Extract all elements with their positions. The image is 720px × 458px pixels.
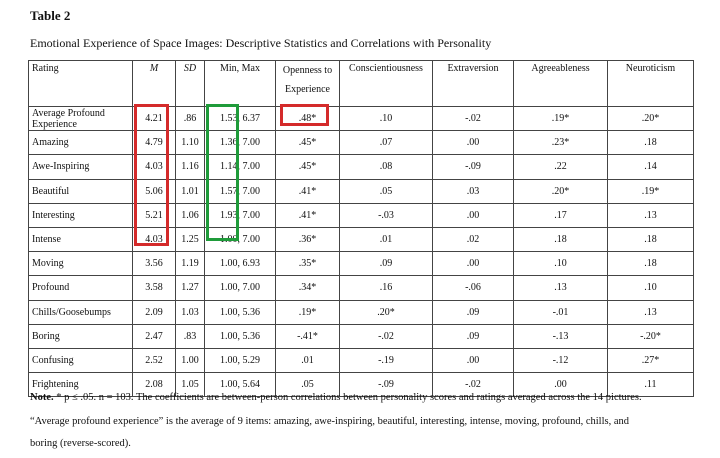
cell-min-max: 1.57, 7.00 xyxy=(205,179,276,203)
cell-openness: .34* xyxy=(276,276,340,300)
cell-mean: 3.56 xyxy=(133,252,176,276)
cell-sd: 1.25 xyxy=(176,227,205,251)
cell-conscientiousness: -.03 xyxy=(340,203,433,227)
cell-mean: 4.03 xyxy=(133,227,176,251)
cell-neuroticism: .13 xyxy=(608,203,694,227)
cell-sd: 1.06 xyxy=(176,203,205,227)
cell-mean: 2.09 xyxy=(133,300,176,324)
cell-neuroticism: .20* xyxy=(608,107,694,131)
table-row xyxy=(29,348,694,372)
table-note-line-1 xyxy=(30,392,642,403)
column-header-rating: Rating xyxy=(29,61,133,107)
cell-min-max: 1.00, 5.64 xyxy=(205,373,276,397)
cell-openness: .45* xyxy=(276,131,340,155)
cell-mean: 5.21 xyxy=(133,203,176,227)
cell-agreeableness: .13 xyxy=(514,276,608,300)
cell-agreeableness: -.01 xyxy=(514,300,608,324)
row-label: Intense xyxy=(29,227,133,251)
cell-agreeableness: .17 xyxy=(514,203,608,227)
cell-conscientiousness: .05 xyxy=(340,179,433,203)
cell-openness: .41* xyxy=(276,203,340,227)
row-label: Moving xyxy=(29,252,133,276)
row-label: Amazing xyxy=(29,131,133,155)
cell-openness: .48* xyxy=(276,107,340,131)
cell-openness: -.41* xyxy=(276,324,340,348)
statistics-table xyxy=(28,60,694,397)
cell-conscientiousness: .10 xyxy=(340,107,433,131)
cell-mean: 4.79 xyxy=(133,131,176,155)
cell-sd: 1.27 xyxy=(176,276,205,300)
cell-sd: 1.19 xyxy=(176,252,205,276)
cell-min-max: 1.00, 5.29 xyxy=(205,348,276,372)
cell-openness: .35* xyxy=(276,252,340,276)
cell-neuroticism: .13 xyxy=(608,300,694,324)
cell-agreeableness: .10 xyxy=(514,252,608,276)
cell-openness: .19* xyxy=(276,300,340,324)
cell-min-max: 1.93, 7.00 xyxy=(205,203,276,227)
cell-agreeableness: .20* xyxy=(514,179,608,203)
row-label: Awe-Inspiring xyxy=(29,155,133,179)
column-header-neuroticism: Neuroticism xyxy=(608,61,694,107)
cell-neuroticism: .18 xyxy=(608,131,694,155)
row-label: Chills/Goosebumps xyxy=(29,300,133,324)
cell-conscientiousness: .09 xyxy=(340,252,433,276)
table-row xyxy=(29,203,694,227)
cell-sd: 1.01 xyxy=(176,179,205,203)
cell-neuroticism: .14 xyxy=(608,155,694,179)
row-label: Average Profound Experience xyxy=(29,107,133,131)
cell-agreeableness: .23* xyxy=(514,131,608,155)
cell-min-max: 1.53, 6.37 xyxy=(205,107,276,131)
table-caption: Emotional Experience of Space Images: Descriptive Statistics and Correlations with Personality xyxy=(30,36,492,50)
cell-extraversion: -.06 xyxy=(433,276,514,300)
cell-neuroticism: .19* xyxy=(608,179,694,203)
cell-extraversion: .00 xyxy=(433,252,514,276)
cell-mean: 5.06 xyxy=(133,179,176,203)
cell-conscientiousness: .20* xyxy=(340,300,433,324)
cell-min-max: 1.00, 5.36 xyxy=(205,324,276,348)
cell-sd: 1.03 xyxy=(176,300,205,324)
table-note-line-3: boring (reverse-scored). xyxy=(30,438,131,449)
table-row xyxy=(29,324,694,348)
row-label: Confusing xyxy=(29,348,133,372)
cell-extraversion: .00 xyxy=(433,203,514,227)
table-note-line-2: “Average profound experience” is the average of 9 items: amazing, awe-inspiring, beautiful, interesting, intense, moving, profound, chills, and xyxy=(30,416,629,427)
column-header-mean: M xyxy=(133,61,176,107)
cell-agreeableness: .19* xyxy=(514,107,608,131)
cell-extraversion: -.02 xyxy=(433,107,514,131)
cell-neuroticism: .18 xyxy=(608,252,694,276)
table-row xyxy=(29,155,694,179)
column-header-openness: Openness to Experience xyxy=(276,61,340,107)
cell-neuroticism: .18 xyxy=(608,227,694,251)
cell-mean: 4.03 xyxy=(133,155,176,179)
cell-sd: .83 xyxy=(176,324,205,348)
cell-neuroticism: .10 xyxy=(608,276,694,300)
cell-openness: .36* xyxy=(276,227,340,251)
cell-openness: .45* xyxy=(276,155,340,179)
cell-conscientiousness: .08 xyxy=(340,155,433,179)
cell-min-max: 1.00, 7.00 xyxy=(205,276,276,300)
cell-sd: 1.16 xyxy=(176,155,205,179)
cell-mean: 2.47 xyxy=(133,324,176,348)
cell-conscientiousness: .01 xyxy=(340,227,433,251)
cell-extraversion: .00 xyxy=(433,131,514,155)
cell-min-max: 1.00, 5.36 xyxy=(205,300,276,324)
cell-extraversion: .00 xyxy=(433,348,514,372)
cell-conscientiousness: -.09 xyxy=(340,373,433,397)
cell-extraversion: .03 xyxy=(433,179,514,203)
column-header-min-max: Min, Max xyxy=(205,61,276,107)
row-label: Profound xyxy=(29,276,133,300)
cell-openness: .05 xyxy=(276,373,340,397)
cell-neuroticism: .11 xyxy=(608,373,694,397)
table-row xyxy=(29,300,694,324)
table-row xyxy=(29,276,694,300)
table-label: Table 2 xyxy=(30,8,71,23)
cell-sd: 1.05 xyxy=(176,373,205,397)
cell-openness: .01 xyxy=(276,348,340,372)
cell-sd: 1.10 xyxy=(176,131,205,155)
column-header-conscientiousness: Conscientiousness xyxy=(340,61,433,107)
column-header-agreeableness: Agreeableness xyxy=(514,61,608,107)
cell-mean: 3.58 xyxy=(133,276,176,300)
cell-extraversion: -.09 xyxy=(433,155,514,179)
column-header-sd: SD xyxy=(176,61,205,107)
cell-conscientiousness: -.02 xyxy=(340,324,433,348)
cell-mean: 2.52 xyxy=(133,348,176,372)
cell-mean: 2.08 xyxy=(133,373,176,397)
cell-openness: .41* xyxy=(276,179,340,203)
cell-neuroticism: .27* xyxy=(608,348,694,372)
cell-extraversion: -.02 xyxy=(433,373,514,397)
note-text-1: * p ≤ .05. n = 103. The coefficients are between-person correlations between personality scores and ratings averaged across the 14 pictures. xyxy=(56,392,642,403)
cell-extraversion: .09 xyxy=(433,300,514,324)
column-header-extraversion: Extraversion xyxy=(433,61,514,107)
table-row xyxy=(29,107,694,131)
cell-neuroticism: -.20* xyxy=(608,324,694,348)
table-row xyxy=(29,131,694,155)
cell-min-max: 1.14, 7.00 xyxy=(205,155,276,179)
cell-agreeableness: .00 xyxy=(514,373,608,397)
table-row xyxy=(29,227,694,251)
table-row xyxy=(29,179,694,203)
cell-conscientiousness: .16 xyxy=(340,276,433,300)
row-label: Interesting xyxy=(29,203,133,227)
row-label: Beautiful xyxy=(29,179,133,203)
table-row xyxy=(29,252,694,276)
cell-agreeableness: -.13 xyxy=(514,324,608,348)
cell-sd: .86 xyxy=(176,107,205,131)
cell-agreeableness: .22 xyxy=(514,155,608,179)
note-label: Note. xyxy=(30,392,54,403)
cell-min-max: 1.00, 7.00 xyxy=(205,227,276,251)
cell-sd: 1.00 xyxy=(176,348,205,372)
header-row xyxy=(29,61,694,107)
row-label: Boring xyxy=(29,324,133,348)
cell-min-max: 1.00, 6.93 xyxy=(205,252,276,276)
cell-conscientiousness: -.19 xyxy=(340,348,433,372)
cell-extraversion: .09 xyxy=(433,324,514,348)
cell-mean: 4.21 xyxy=(133,107,176,131)
cell-agreeableness: -.12 xyxy=(514,348,608,372)
cell-min-max: 1.36, 7.00 xyxy=(205,131,276,155)
cell-conscientiousness: .07 xyxy=(340,131,433,155)
row-label: Frightening xyxy=(29,373,133,397)
cell-extraversion: .02 xyxy=(433,227,514,251)
cell-agreeableness: .18 xyxy=(514,227,608,251)
